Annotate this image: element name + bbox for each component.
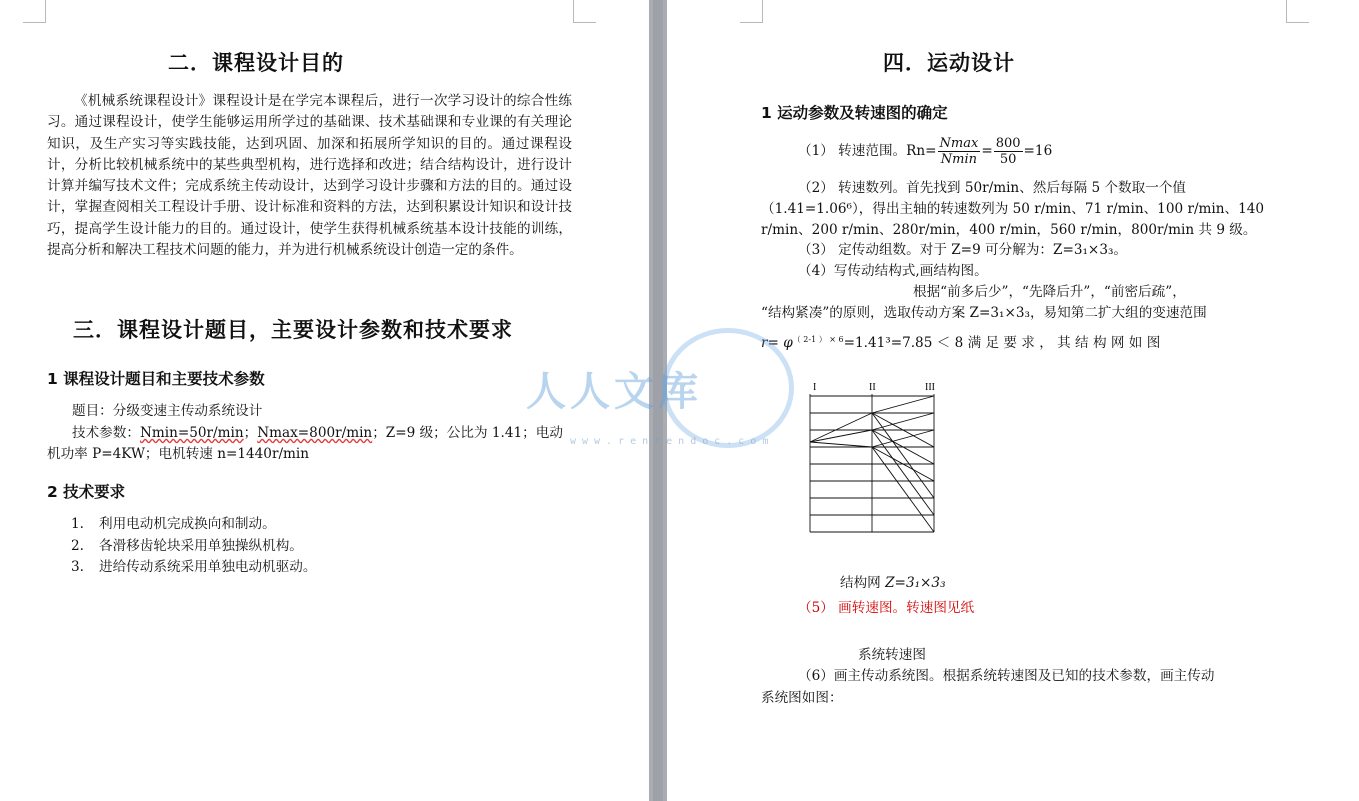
diagram-label-i: I xyxy=(813,382,817,393)
diagram-label-iii: III xyxy=(925,382,935,393)
crop-mark xyxy=(573,0,596,23)
item2-line3: r/min、200 r/min、280r/min，400 r/min，560 r/min，800r/min 共 9 级。 xyxy=(761,222,1257,238)
nmax-value: Nmax=800r/min xyxy=(257,425,373,441)
subheading-motion-params: 1 运动参数及转速图的确定 xyxy=(761,104,948,122)
nmin-value: Nmin=50r/min xyxy=(139,425,244,441)
structure-net-diagram xyxy=(807,378,947,538)
item4-line4: $r= \varphi^{( 2-1 ) \times 6}=1.41^3=7.85 < 8$ 满 足 要 求 ， 其 结 构 网 如 图 xyxy=(761,335,1161,351)
section-heading-motion: 四．运动设计 xyxy=(883,51,1015,75)
right-page xyxy=(667,0,1359,801)
fraction-800-50: $\frac{800}{50}$ xyxy=(995,136,1021,167)
params-line xyxy=(72,421,563,441)
crop-mark xyxy=(740,0,763,23)
diagram-caption: 结构网 Z=3₁×3₃ xyxy=(840,575,946,591)
left-page xyxy=(0,0,649,801)
fraction-nmax-nmin: $\frac{Nmax}{Nmin}$ xyxy=(939,136,979,167)
speed-chart-caption: 系统转速图 xyxy=(858,647,926,663)
topic-line: 题目：分级变速主传动系统设计 xyxy=(72,403,263,419)
watermark-url: www.renrendoc.com xyxy=(570,436,775,447)
requirements-list xyxy=(71,512,317,577)
list-item: 2. 各滑移齿轮块采用单独操纵机构。 xyxy=(71,537,303,554)
diagram-label-ii: II xyxy=(869,382,876,393)
crop-mark xyxy=(23,0,46,23)
item1-speed-range: （1） 转速范围。Rn= $\frac{Nmax}{Nmin}$ = $\frac{800}{50}$ =16 xyxy=(798,136,1053,167)
list-item: 3. 进给传动系统采用单独电动机驱动。 xyxy=(71,559,317,575)
item4-structure: （4）写传动结构式,画结构图。 xyxy=(798,263,988,279)
item6-line2: 系统图如图： xyxy=(761,690,843,706)
crop-mark xyxy=(1286,0,1309,23)
page-gutter xyxy=(649,0,667,801)
list-item: 1. 利用电动机完成换向和制动。 xyxy=(71,516,276,532)
subheading-topic-params: 1 课程设计题目和主要技术参数 xyxy=(47,370,265,388)
section-heading-topic: 三．课程设计题目，主要设计参数和技术要求 xyxy=(73,318,513,342)
item3-groups: （3） 定传动组数。对于 Z=9 可分解为：Z=3₁×3₃。 xyxy=(798,242,1128,258)
item2-line2: （1.41=1.06⁶），得出主轴的转速数列为 50 r/min、71 r/min、100 r/min、140 xyxy=(761,201,1265,217)
params-line-2: 机功率 P=4KW；电机转速 n=1440r/min xyxy=(47,446,310,462)
section-heading-purpose: 二．课程设计目的 xyxy=(168,51,344,75)
item2-line1: （2） 转速数列。首先找到 50r/min、然后每隔 5 个数取一个值 xyxy=(798,180,1187,196)
watermark-text: 人人文库 xyxy=(526,369,702,415)
params-prefix: 技术参数： xyxy=(72,425,140,441)
subheading-requirements: 2 技术要求 xyxy=(47,483,126,501)
params-rest: ；Z=9 级；公比为 1.41；电动 xyxy=(372,425,563,441)
item6-line1: （6）画主传动系统图。根据系统转速图及已知的技术参数，画主传动 xyxy=(798,668,1215,684)
item4-line3: “结构紧凑”的原则，选取传动方案 Z=3₁×3₃，易知第二扩大组的变速范围 xyxy=(761,305,1207,321)
params-sep: ； xyxy=(243,425,258,441)
purpose-paragraph: 《机械系统课程设计》课程设计是在学完本课程后，进行一次学习设计的综合性练习。通过课程设计，使学生能够运用所学过的基础课、技术基础课和专业课的有关理论知识，及生产实习等实践技能，达到巩固、加深和拓展所学知识的目的。通过课程设计，分析比较机械系统中的某些典型机构，进行选择和改进；结合结构设计，进行设计计算并编写技术文件；完成系统主传动设计，达到学习设计步骤和方法的目的。通过设计，掌握查阅相关工程设计手册、设计标准和资料的方法，达到积累设计知识和设计技巧，提高学生设计能力的目的。通过设计，使学生获得机械系统基本设计技能的训练，提高分析和解决工程技术问题的能力，并为进行机械系统设计创造一定的条件。 xyxy=(47,93,572,259)
item5-speed-chart: （5） 画转速图。转速图见纸 xyxy=(798,600,975,616)
item4-line2: 根据“前多后少”，“先降后升”，“前密后疏”， xyxy=(913,284,1186,300)
